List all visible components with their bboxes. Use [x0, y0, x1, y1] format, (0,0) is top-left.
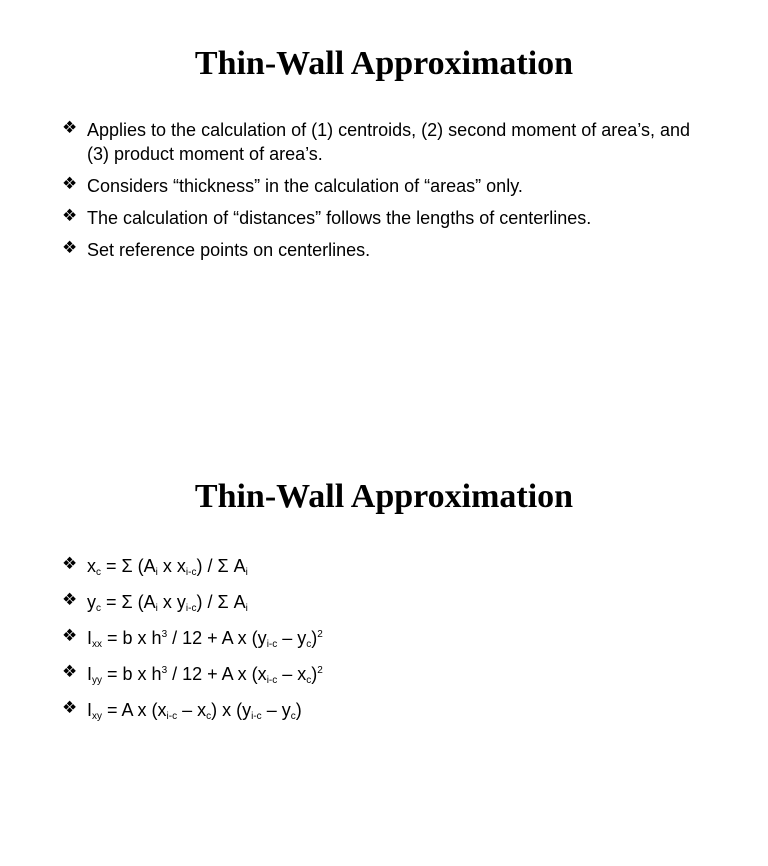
equation-text: [87, 700, 302, 720]
four-diamond-bullet-icon: ❖: [62, 238, 78, 257]
equation-segment: / 12 + A x (x: [167, 664, 267, 684]
equation-segment: ) / Σ A: [196, 556, 246, 576]
subscript: i-c: [185, 603, 197, 614]
bullet-item: [62, 238, 702, 262]
equation-segment: = Σ (A: [101, 556, 156, 576]
subscript: i: [155, 603, 158, 614]
equation-segment: x x: [157, 556, 186, 576]
slide-title: Thin-Wall Approximation: [194, 45, 574, 82]
subscript: i-c: [185, 567, 197, 578]
bullet-item: [62, 174, 702, 198]
equation-segment: / 12 + A x (y: [167, 628, 267, 648]
equation-segment: ): [295, 700, 302, 720]
equation-segment: – y: [277, 628, 307, 648]
equation-segment: I: [87, 664, 93, 684]
four-diamond-bullet-icon: ❖: [62, 626, 78, 645]
bullet-list: [62, 118, 702, 270]
equation-segment: ): [311, 664, 318, 684]
equation-iyy: [62, 662, 702, 686]
bullet-text: Considers “thickness” in the calculation of “areas” only.: [87, 176, 523, 196]
superscript: 2: [317, 665, 323, 676]
subscript: c: [306, 639, 312, 650]
equation-segment: = A x (x: [102, 700, 167, 720]
four-diamond-bullet-icon: ❖: [62, 174, 78, 193]
superscript: 3: [161, 629, 168, 640]
equation-xc: [62, 554, 702, 578]
subscript: i-c: [266, 639, 278, 650]
four-diamond-bullet-icon: ❖: [62, 118, 78, 137]
equation-segment: ) x (y: [211, 700, 252, 720]
subscript: i-c: [251, 711, 262, 722]
equation-text: [87, 664, 323, 684]
equation-segment: – x: [277, 664, 307, 684]
equation-list: [62, 554, 702, 734]
equation-text: [87, 592, 248, 612]
equation-segment: I: [87, 700, 93, 720]
equation-segment: = b x h: [102, 628, 162, 648]
bullet-item: [62, 118, 702, 166]
four-diamond-bullet-icon: ❖: [62, 554, 78, 573]
equation-segment: ) / Σ A: [196, 592, 246, 612]
bullet-text: The calculation of “distances” follows the lengths of centerlines.: [87, 208, 592, 228]
equation-yc: [62, 590, 702, 614]
four-diamond-bullet-icon: ❖: [62, 206, 78, 225]
subscript: i-c: [166, 711, 178, 722]
equation-segment: = Σ (A: [101, 592, 156, 612]
subscript: c: [96, 603, 101, 614]
bullet-item: [62, 206, 702, 230]
subscript: c: [96, 567, 101, 578]
equation-segment: y: [87, 592, 96, 612]
subscript: i: [155, 567, 158, 578]
bullet-text: Set reference points on centerlines.: [87, 240, 371, 260]
four-diamond-bullet-icon: ❖: [62, 698, 78, 717]
subscript: i-c: [266, 675, 278, 686]
subscript: xy: [92, 711, 103, 722]
equation-segment: x: [87, 556, 96, 576]
equation-segment: ): [311, 628, 318, 648]
slide-2: [0, 433, 768, 866]
slide-title: Thin-Wall Approximation: [194, 478, 574, 515]
equation-ixy: [62, 698, 702, 722]
subscript: c: [290, 711, 296, 722]
subscript: c: [306, 675, 312, 686]
subscript: c: [206, 711, 212, 722]
subscript: i: [245, 567, 248, 578]
superscript: 3: [161, 665, 168, 676]
equation-text: [87, 556, 248, 576]
four-diamond-bullet-icon: ❖: [62, 662, 78, 681]
equation-segment: I: [87, 628, 93, 648]
equation-segment: – x: [177, 700, 207, 720]
equation-segment: = b x h: [102, 664, 162, 684]
bullet-text: Applies to the calculation of (1) centroids, (2) second moment of area’s, and (3) product moment of area’s.: [87, 120, 690, 164]
equation-text: [87, 628, 323, 648]
superscript: 2: [317, 629, 323, 640]
equation-segment: x y: [157, 592, 186, 612]
subscript: xx: [92, 639, 103, 650]
subscript: yy: [92, 675, 103, 686]
four-diamond-bullet-icon: ❖: [62, 590, 78, 609]
equation-ixx: [62, 626, 702, 650]
subscript: i: [245, 603, 248, 614]
equation-segment: – y: [261, 700, 291, 720]
